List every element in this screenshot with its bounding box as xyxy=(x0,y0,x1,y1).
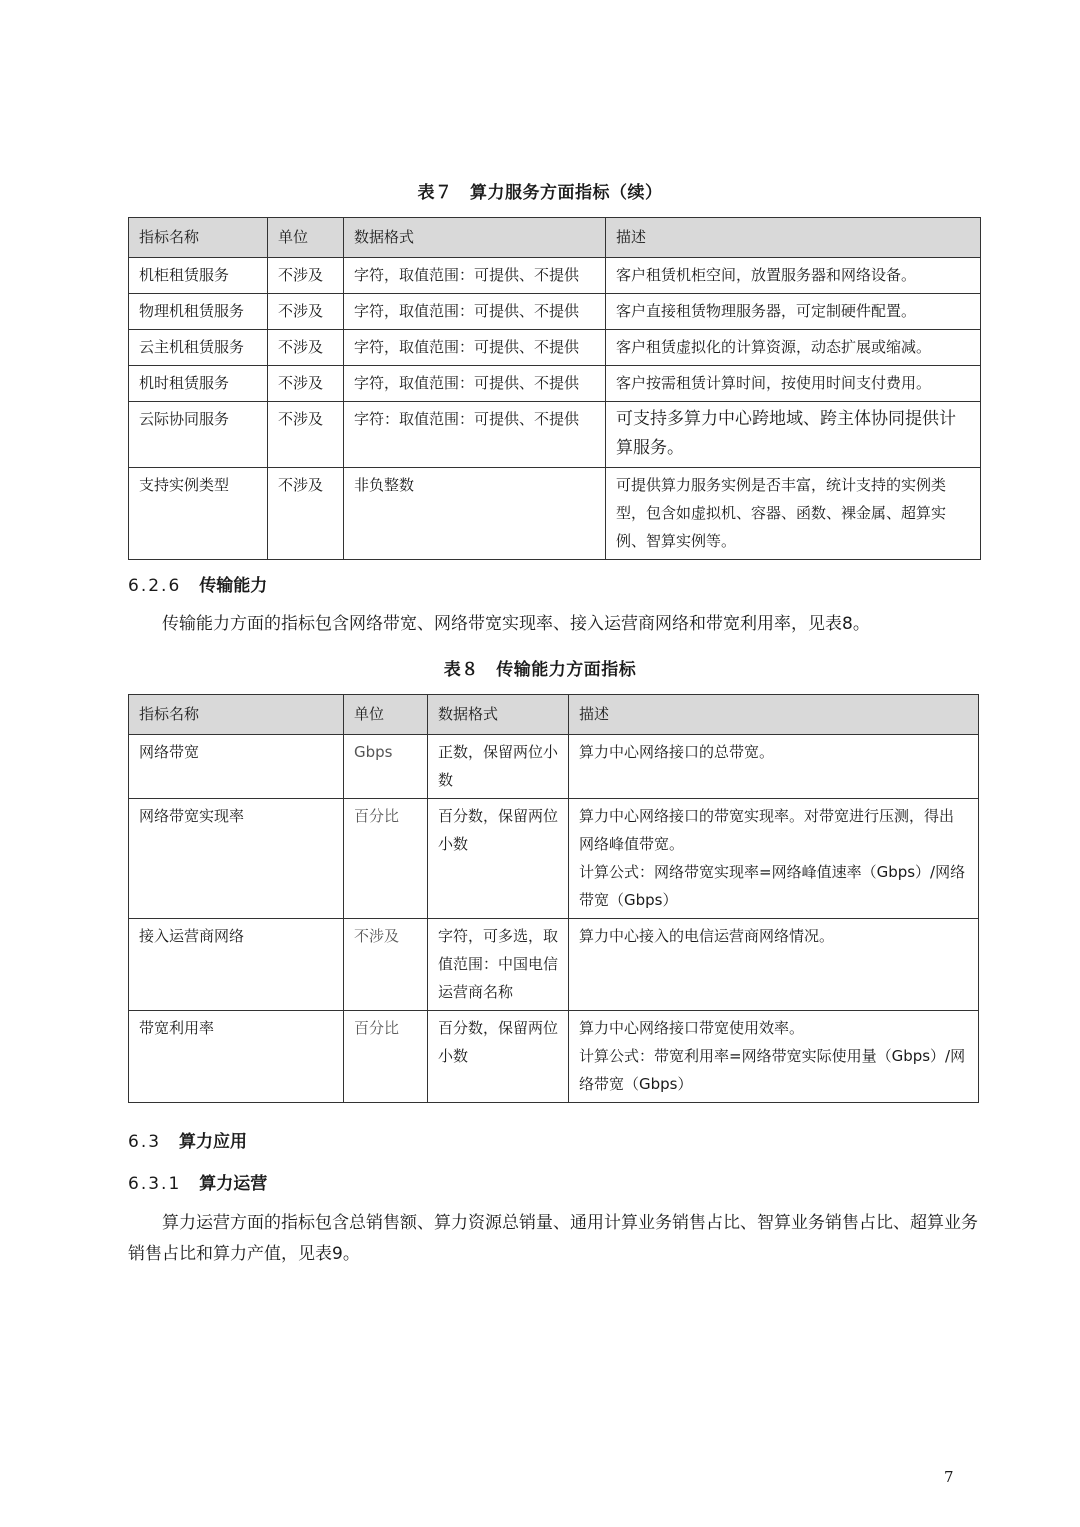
table-cell: 可提供算力服务实例是否丰富，统计支持的实例类型，包含如虚拟机、容器、函数、裸金属、超算实例、智算实例等。 xyxy=(606,468,981,560)
table-cell xyxy=(569,735,979,799)
table8-header: 单位 xyxy=(344,695,428,735)
section-paragraph: 算力运营方面的指标包含总销售额、算力资源总销量、通用计算业务销售占比、智算业务销售占比、超算业务销售占比和算力产值，见表9。 xyxy=(128,1213,978,1264)
table-cell: 百分比 xyxy=(344,799,428,919)
table-cell: 机时租赁服务 xyxy=(129,366,268,402)
table-cell: 非负整数 xyxy=(344,468,606,560)
section-heading-6-3 xyxy=(128,1127,247,1152)
description-line: 算力中心接入的电信运营商网络情况。 xyxy=(579,927,835,945)
table-cell: 百分数，保留两位小数 xyxy=(428,799,569,919)
table8-header: 指标名称 xyxy=(129,695,344,735)
table7-header: 指标名称 xyxy=(129,218,268,258)
description-line: 算力中心网络接口的总带宽。 xyxy=(579,743,775,761)
table8-header: 数据格式 xyxy=(428,695,569,735)
table-row xyxy=(129,1011,979,1103)
table-row xyxy=(129,294,981,330)
table-cell: 客户租赁机柜空间，放置服务器和网络设备。 xyxy=(606,258,981,294)
description-line: 算力中心网络接口带宽使用效率。 xyxy=(579,1019,805,1037)
table-cell xyxy=(569,799,979,919)
table-cell: 网络带宽 xyxy=(129,735,344,799)
table-cell: 云际协同服务 xyxy=(129,402,268,468)
table-cell: 接入运营商网络 xyxy=(129,919,344,1011)
section-title: 算力应用 xyxy=(179,1132,248,1152)
table-cell: 百分数，保留两位小数 xyxy=(428,1011,569,1103)
table8-header-row xyxy=(129,695,979,735)
table7 xyxy=(128,217,981,560)
table-cell: 云主机租赁服务 xyxy=(129,330,268,366)
formula-line: 计算公式：网络带宽实现率=网络峰值速率（Gbps）/网络带宽（Gbps） xyxy=(579,863,966,909)
table-row xyxy=(129,799,979,919)
table-cell: 客户直接租赁物理服务器，可定制硬件配置。 xyxy=(606,294,981,330)
table8 xyxy=(128,694,979,1103)
table7-header: 描述 xyxy=(606,218,981,258)
table-cell: 机柜租赁服务 xyxy=(129,258,268,294)
table7-header-row xyxy=(129,218,981,258)
description-line: 算力中心网络接口的带宽实现率。对带宽进行压测，得出网络峰值带宽。 xyxy=(579,807,955,853)
table-cell: Gbps xyxy=(344,735,428,799)
table-cell: 字符，取值范围：可提供、不提供 xyxy=(344,330,606,366)
table-row xyxy=(129,366,981,402)
table-cell: 字符：取值范围：可提供、不提供 xyxy=(344,402,606,468)
table-cell: 字符，取值范围：可提供、不提供 xyxy=(344,294,606,330)
table-cell: 不涉及 xyxy=(344,919,428,1011)
section-number: 6.3 xyxy=(128,1132,162,1152)
table-row xyxy=(129,258,981,294)
section-title: 算力运营 xyxy=(199,1174,268,1194)
table-row xyxy=(129,919,979,1011)
table-row xyxy=(129,468,981,560)
table-cell: 不涉及 xyxy=(268,258,344,294)
table-row xyxy=(129,735,979,799)
table-cell: 物理机租赁服务 xyxy=(129,294,268,330)
table-cell: 字符，可多选，取值范围：中国电信运营商名称 xyxy=(428,919,569,1011)
table-cell: 不涉及 xyxy=(268,330,344,366)
table-cell: 客户租赁虚拟化的计算资源，动态扩展或缩减。 xyxy=(606,330,981,366)
table-row xyxy=(129,330,981,366)
section-paragraph: 传输能力方面的指标包含网络带宽、网络带宽实现率、接入运营商网络和带宽利用率，见表8。 xyxy=(162,614,870,634)
table7-caption: 表７ 算力服务方面指标（续） xyxy=(417,183,663,203)
table-cell: 不涉及 xyxy=(268,366,344,402)
formula-line: 计算公式：带宽利用率=网络带宽实际使用量（Gbps）/网络带宽（Gbps） xyxy=(579,1047,966,1093)
table-cell xyxy=(569,919,979,1011)
table-cell: 字符，取值范围：可提供、不提供 xyxy=(344,258,606,294)
section-number: 6.3.1 xyxy=(128,1174,182,1194)
table-cell: 不涉及 xyxy=(268,402,344,468)
table-cell: 不涉及 xyxy=(268,294,344,330)
table-cell: 不涉及 xyxy=(268,468,344,560)
section-heading-6-2-6 xyxy=(128,571,267,596)
table-cell: 可支持多算力中心跨地域、跨主体协同提供计算服务。 xyxy=(606,402,981,468)
table-cell: 百分比 xyxy=(344,1011,428,1103)
table-cell: 网络带宽实现率 xyxy=(129,799,344,919)
table-cell xyxy=(569,1011,979,1103)
table-cell: 带宽利用率 xyxy=(129,1011,344,1103)
table8-header: 描述 xyxy=(569,695,979,735)
section-title: 传输能力 xyxy=(199,576,268,596)
table7-header: 数据格式 xyxy=(344,218,606,258)
table8-caption: 表８ 传输能力方面指标 xyxy=(443,660,637,680)
section-heading-6-3-1 xyxy=(128,1169,267,1194)
table-cell: 字符，取值范围：可提供、不提供 xyxy=(344,366,606,402)
table7-header: 单位 xyxy=(268,218,344,258)
page-number: 7 xyxy=(944,1468,954,1486)
table-cell: 正数，保留两位小数 xyxy=(428,735,569,799)
section-number: 6.2.6 xyxy=(128,576,182,596)
table-cell: 支持实例类型 xyxy=(129,468,268,560)
table-row xyxy=(129,402,981,468)
table-cell: 客户按需租赁计算时间，按使用时间支付费用。 xyxy=(606,366,981,402)
